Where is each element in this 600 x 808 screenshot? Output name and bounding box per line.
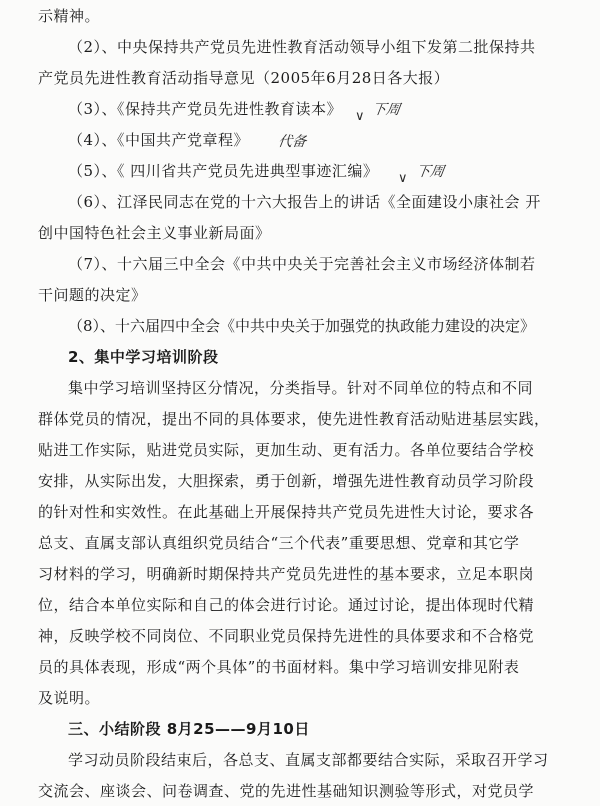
text-line-25: 学习动员阶段结束后，各总支、直属支部都要结合实际，采取召开学习 [68, 751, 549, 769]
text-line-6: （5）、《 四川省共产党员先进典型事迹汇编》 [68, 162, 379, 180]
text-line-17: 的针对性和实效性。在此基础上开展保持共产党员先进性大讨论，要求各 [38, 503, 535, 521]
check-mark-3: ∨ [355, 109, 365, 124]
text-line-19: 习材料的学习，明确新时期保持共产党员先进性的基本要求，立足本职岗 [38, 565, 535, 583]
section-heading-3: 三、小结阶段 8月25——9月10日 [68, 720, 310, 738]
text-line-1: 示精神。 [38, 7, 101, 25]
text-line-5: （4）、《中国共产党章程》 [68, 131, 250, 149]
text-line-21: 神，反映学校不同岗位、不同职业党员保持先进性的具体要求和不合格党 [38, 627, 535, 645]
text-line-26: 交流会、座谈会、问卷调查、党的先进性基础知识测验等形式，对党员学 [38, 782, 535, 800]
text-line-2: （2）、中央保持共产党员先进性教育活动领导小组下发第二批保持共 [68, 38, 536, 56]
text-line-8: 创中国特色社会主义事业新局面》 [38, 224, 271, 242]
section-heading-2: 2、集中学习培训阶段 [68, 348, 219, 366]
handwritten-note-3: 下周 [370, 102, 402, 118]
handwritten-note-5: 下周 [414, 164, 446, 180]
text-line-23: 及说明。 [38, 689, 101, 707]
text-line-7: （6）、江泽民同志在党的十六大报告上的讲话《全面建设小康社会 开 [68, 193, 541, 211]
text-line-20: 位，结合本单位实际和自己的体会进行讨论。通过讨论，提出体现时代精 [38, 596, 535, 614]
text-line-13: 集中学习培训坚持区分情况，分类指导。针对不同单位的特点和不同 [68, 379, 534, 397]
text-line-10: 干问题的决定》 [38, 286, 147, 304]
text-line-18: 总支、直属支部认真组织党员结合“三个代表”重要思想、党章和其它学 [38, 534, 520, 552]
text-line-15: 贴进工作实际，贴进党员实际，更加生动、更有活力。各单位要结合学校 [38, 441, 535, 459]
text-line-4: （3）、《保持共产党员先进性教育读本》 [68, 100, 343, 118]
text-line-9: （7）、十六届三中全会《中共中央关于完善社会主义市场经济体制若 [68, 255, 536, 273]
text-line-11: （8）、十六届四中全会《中共中央关于加强党的执政能力建设的决定》 [68, 317, 536, 335]
check-mark-5: ∨ [398, 171, 408, 186]
text-line-22: 员的具体表现，形成“两个具体”的书面材料。集中学习培训安排见附表 [38, 658, 520, 676]
text-line-3: 产党员先进性教育活动指导意见（2005年6月28日各大报） [38, 69, 450, 87]
text-line-14: 群体党员的情况，提出不同的具体要求，使先进性教育活动贴进基层实践， [38, 410, 550, 428]
handwritten-note-4: 代备 [276, 134, 308, 150]
text-line-16: 安排，从实际出发，大胆探索，勇于创新，增强先进性教育动员学习阶段 [38, 472, 535, 490]
